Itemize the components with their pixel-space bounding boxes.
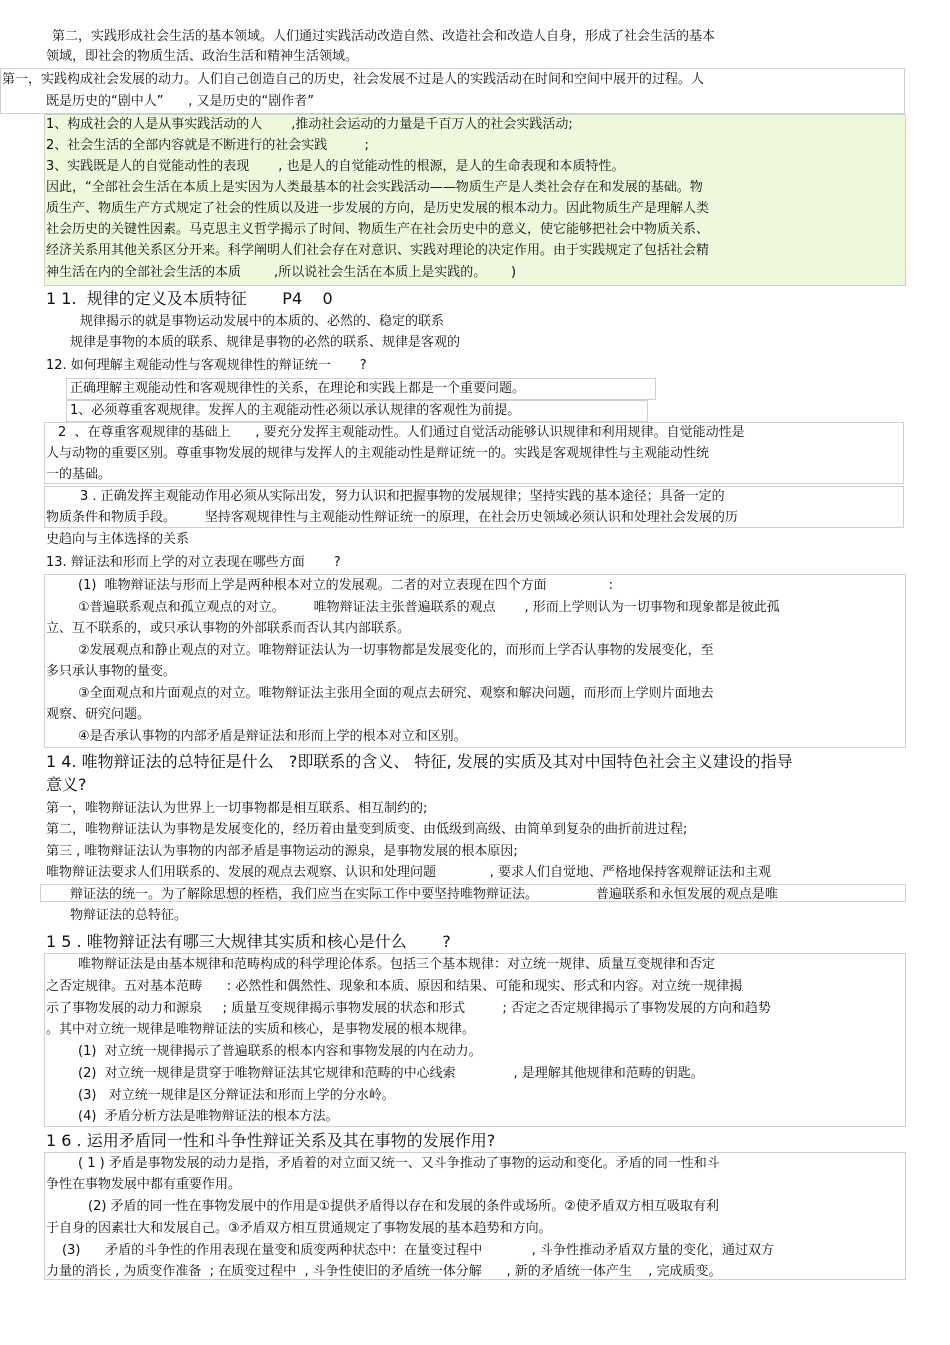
q14-line-5: 辩证法的统一。为了解除思想的桎梏，我们应当在实际工作中要坚持唯物辩证法。 普遍联系和永恒发展的观点是唯 — [70, 887, 778, 902]
q12-heading: 12. 如何理解主观能动性与客观规律性的辩证统一 ? — [46, 358, 367, 373]
q14-line-4: 唯物辩证法要求人们用联系的、发展的观点去观察、认识和处理问题 , 要求人们自觉地、严格地保持客观辩证法和主观 — [46, 865, 771, 880]
q12-line-1: 正确理解主观能动性和客观规律性的关系，在理论和实践上都是一个重要问题。 — [70, 381, 526, 396]
q15-line-6: (2) 对立统一规律是贯穿于唯物辩证法其它规律和范畴的中心线索 , 是理解其他规律和范畴的钥匙。 — [78, 1066, 704, 1081]
q12-line-5: 一的基础。 — [46, 467, 112, 482]
q16-heading: 1 6 . 运用矛盾同一性和斗争性辩证关系及其在事物的发展作用? — [46, 1131, 496, 1150]
q16-line-1: ( 1 ) 矛盾是事物发展的动力是指，矛盾着的对立面又统一、又斗争推动了事物的运动和变化。矛盾的同一性和斗 — [78, 1156, 720, 1171]
q16-line-4: 于自身的因素壮大和发展自己。③矛盾双方相互贯通规定了事物发展的基本趋势和方向。 — [46, 1221, 552, 1236]
q15-line-8: (4) 矛盾分析方法是唯物辩证法的根本方法。 — [78, 1109, 339, 1124]
q16-line-5: (3) 矛盾的斗争性的作用表现在量变和质变两种状态中：在量变过程中 , 斗争性推动矛盾双方量的变化，通过双方 — [62, 1243, 775, 1258]
highlight-line-5: 质生产、物质生产方式规定了社会的性质以及进一步发展的方向，是历史发展的根本动力。因此物质生产是理解人类 — [46, 201, 710, 216]
q14-line-3: 第三 , 唯物辩证法认为事物的内部矛盾是事物运动的源泉，是事物发展的根本原因; — [46, 844, 518, 859]
q13-line-8: ④是否承认事物的内部矛盾是辩证法和形而上学的根本对立和区别。 — [78, 729, 467, 744]
intro-line-3: 第一，实践构成社会发展的动力。人们自己创造自己的历史，社会发展不过是人的实践活动在时间和空间中展开的过程。人 — [2, 72, 705, 87]
q14-line-6: 物辩证法的总特征。 — [70, 908, 188, 923]
highlight-line-1: 1、构成社会的人是从事实践活动的人 ,推动社会运动的力量是千百万人的社会实践活动; — [46, 117, 573, 132]
q12-line-7: 物质条件和物质手段。 坚持客观规律性与主观能动性辩证统一的原理，在社会历史领域必须认识和处理社会发展的历 — [46, 510, 738, 525]
q14-heading-1: 1 4. 唯物辩证法的总特征是什么 ?即联系的含义、 特征, 发展的实质及其对中国特色社会主义建设的指导 — [46, 752, 793, 771]
q13-line-3: 立、互不联系的，或只承认事物的外部联系而否认其内部联系。 — [46, 621, 411, 636]
q12-line-3: 2 、在尊重客观规律的基础上 , 要充分发挥主观能动性。人们通过自觉活动能够认识规律和利用规律。自觉能动性是 — [58, 425, 745, 440]
intro-line-2: 领域，即社会的物质生活、政治生活和精神生活领域。 — [46, 49, 359, 64]
q11-line-1: 规律揭示的就是事物运动发展中的本质的、必然的、稳定的联系 — [80, 314, 445, 329]
q12-line-6: 3 . 正确发挥主观能动作用必须从实际出发，努力认识和把握事物的发展规律；坚持实践的基本途径；具备一定的 — [80, 489, 725, 504]
q15-line-3: 示了事物发展的动力和源泉 ; 质量互变规律揭示事物发展的状态和形式 ; 否定之否定规律揭示了事物发展的方向和趋势 — [46, 1001, 771, 1016]
q11-heading: 1 1. 规律的定义及本质特征 P4 0 — [46, 289, 333, 308]
highlight-line-3: 3、实践既是人的自觉能动性的表现 , 也是人的自觉能动性的根源，是人的生命表现和本质特性。 — [46, 159, 625, 174]
q15-line-2: 之否定规律。五对基本范畴 : 必然性和偶然性、现象和本质、原因和结果、可能和现实、形式和内容。对立统一规律揭 — [46, 979, 743, 994]
highlight-line-2: 2、社会生活的全部内容就是不断进行的社会实践 ; — [46, 138, 369, 153]
highlight-line-6: 社会历史的关键性因素。马克思主义哲学揭示了时间、物质生产在社会历史中的意义，使它能够把社会中物质关系、 — [46, 222, 710, 237]
q13-heading: 13. 辩证法和形而上学的对立表现在哪些方面 ? — [46, 555, 341, 570]
highlight-line-7: 经济关系用其他关系区分开来。科学阐明人们社会存在对意识、实践对理论的决定作用。由于实践规定了包括社会精 — [46, 243, 710, 258]
q16-line-2: 争性在事物发展中都有重要作用。 — [46, 1177, 242, 1192]
q12-line-8: 史趋向与主体选择的关系 — [46, 532, 190, 547]
q14-line-1: 第一，唯物辩证法认为世界上一切事物都是相互联系、相互制约的; — [46, 801, 428, 816]
q14-line-2: 第二，唯物辩证法认为事物是发展变化的，经历着由量变到质变、由低级到高级、由简单到复杂的曲折前进过程; — [46, 822, 688, 837]
q13-line-4: ②发展观点和静止观点的对立。唯物辩证法认为一切事物都是发展变化的，而形而上学否认事物的发展变化，至 — [78, 643, 714, 658]
q15-line-1: 唯物辩证法是由基本规律和范畴构成的科学理论体系。包括三个基本规律：对立统一规律、质量互变规律和否定 — [78, 957, 716, 972]
q13-line-1: (1) 唯物辩证法与形而上学是两种根本对立的发展观。二者的对立表现在四个方面 : — [78, 578, 614, 593]
q11-line-2: 规律是事物的本质的联系、规律是事物的必然的联系、规律是客观的 — [70, 335, 461, 350]
q12-line-4: 人与动物的重要区别。尊重事物发展的规律与发挥人的主观能动性是辩证统一的。实践是客观规律性与主观能动性统 — [46, 446, 710, 461]
intro-line-4: 既是历史的“剧中人” , 又是历史的“剧作者” — [46, 94, 314, 109]
q13-line-7: 观察、研究问题。 — [46, 707, 151, 722]
q16-line-3: (2) 矛盾的同一性在事物发展中的作用是①提供矛盾得以存在和发展的条件或场所。②使矛盾双方相互吸取有利 — [88, 1199, 719, 1214]
q15-line-7: (3) 对立统一规律是区分辩证法和形而上学的分水岭。 — [78, 1088, 395, 1103]
q15-line-5: (1) 对立统一规律揭示了普遍联系的根本内容和事物发展的内在动力。 — [78, 1044, 482, 1059]
q15-line-4: 。其中对立统一规律是唯物辩证法的实质和核心，是事物发展的根本规律。 — [46, 1022, 476, 1037]
q14-heading-2: 意义? — [46, 775, 87, 794]
q16-line-6: 力量的消长 , 为质变作准备 ; 在质变过程中 , 斗争性使旧的矛盾统一体分解 , 新的矛盾统一体产生 , 完成质变。 — [46, 1264, 722, 1279]
q13-line-6: ③全面观点和片面观点的对立。唯物辩证法主张用全面的观点去研究、观察和解决问题，而形而上学则片面地去 — [78, 686, 714, 701]
q13-line-2: ①普遍联系观点和孤立观点的对立。 唯物辩证法主张普遍联系的观点 , 形而上学则认为一切事物和现象都是彼此孤 — [78, 600, 780, 615]
intro-line-1: 第二，实践形成社会生活的基本领域。人们通过实践活动改造自然、改造社会和改造人自身，形成了社会生活的基本 — [52, 29, 716, 44]
q12-line-2: 1、必须尊重客观规律。发挥人的主观能动性必须以承认规律的客观性为前提。 — [70, 403, 521, 418]
highlight-line-8: 神生活在内的全部社会生活的本质 ,所以说社会生活在本质上是实践的。 ) — [46, 265, 517, 280]
q15-heading: 1 5 . 唯物辩证法有哪三大规律其实质和核心是什么 ? — [46, 932, 451, 951]
q13-line-5: 多只承认事物的量变。 — [46, 664, 177, 679]
highlight-line-4: 因此，“全部社会生活在本质上是实因为人类最基本的社会实践活动——物质生产是人类社会存在和发展的基础。物 — [46, 180, 703, 195]
